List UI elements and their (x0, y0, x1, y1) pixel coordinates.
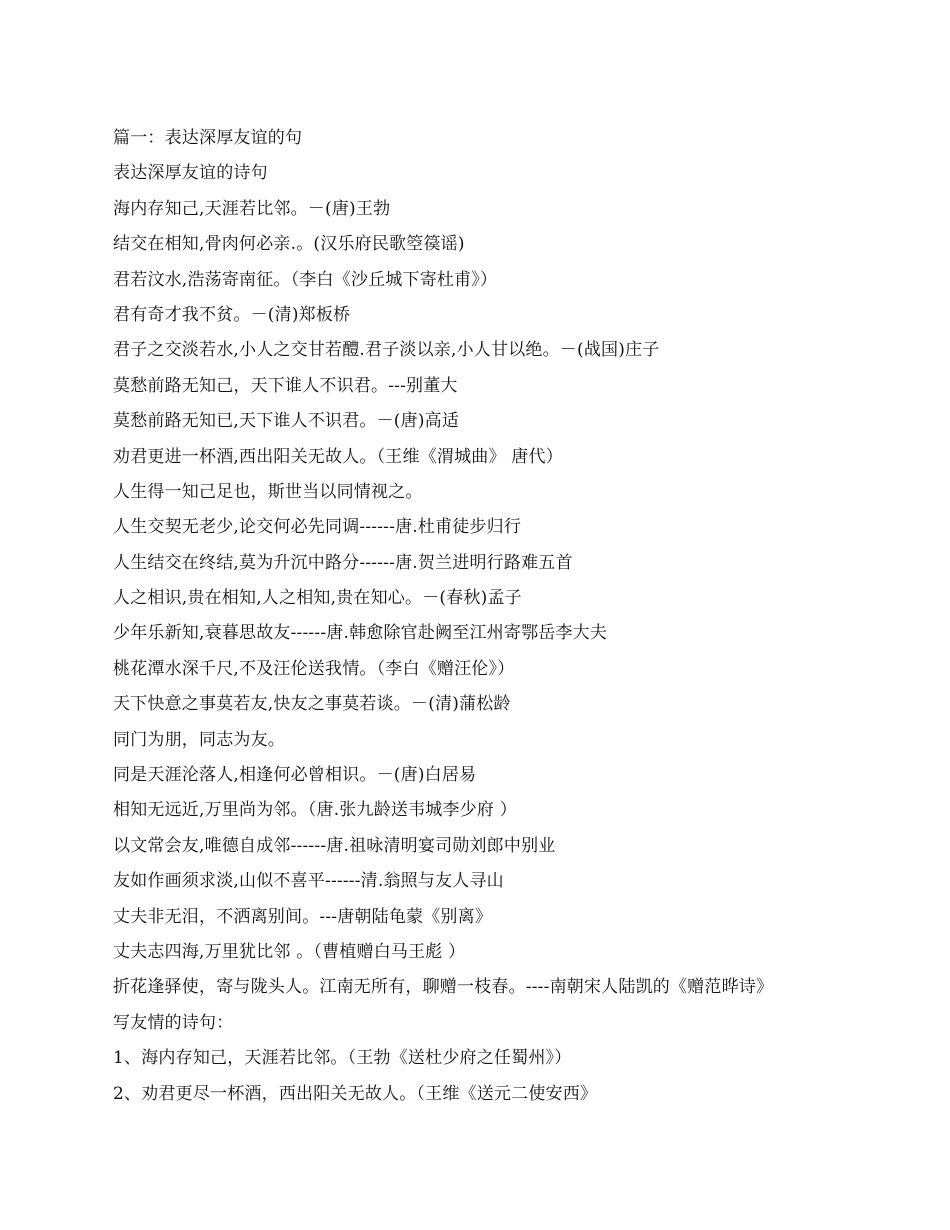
text-line: 人之相识,贵在相知,人之相知,贵在知心。－(春秋)孟子 (113, 588, 522, 609)
text-line: 同是天涯沦落人,相逢何必曾相识。－(唐)白居易 (113, 765, 477, 786)
text-line: 莫愁前路无知已,天下谁人不识君。－(唐)高适 (113, 411, 460, 432)
text-line: 君若汶水,浩荡寄南征。（李白《沙丘城下寄杜甫》） (113, 269, 498, 290)
subheading-line: 表达深厚友谊的诗句 (113, 163, 268, 184)
text-line: 折花逢驿使，寄与陇头人。江南无所有，聊赠一枝春。----南朝宋人陆凯的《赠范晔诗》 (113, 977, 774, 998)
text-line: 海内存知己,天涯若比邻。－(唐)王勃 (113, 198, 391, 219)
text-line: 君有奇才我不贫。－(清)郑板桥 (113, 304, 351, 325)
text-line: 天下快意之事莫若友,快友之事莫若谈。－(清)蒲松龄 (113, 694, 511, 715)
text-line: 人生结交在终结,莫为升沉中路分------唐.贺兰进明行路难五首 (113, 552, 573, 573)
text-line: 劝君更进一杯酒,西出阳关无故人。（王维《渭城曲》 唐代） (113, 446, 563, 467)
text-line: 友如作画须求淡,山似不喜平------清.翁照与友人寻山 (113, 871, 504, 892)
heading-line: 篇一：表达深厚友谊的句 (113, 128, 303, 148)
list-item: 2、劝君更尽一杯酒，西出阳关无故人。（王维《送元二使安西》 (113, 1083, 598, 1104)
section-heading-line: 写友情的诗句： (113, 1012, 234, 1033)
text-line: 同门为朋，同志为友。 (113, 729, 285, 750)
text-line: 相知无远近,万里尚为邻。（唐.张九龄送韦城李少府 ） (113, 800, 517, 821)
text-line: 桃花潭水深千尺,不及汪伦送我情。（李白《赠汪伦》） (113, 658, 515, 679)
text-line: 少年乐新知,衰暮思故友------唐.韩愈除官赴阙至江州寄鄂岳李大夫 (113, 623, 608, 644)
list-item: 1、海内存知己，天涯若比邻。（王勃《送杜少府之任蜀州》） (113, 1048, 572, 1069)
text-line: 以文常会友,唯德自成邻------唐.祖咏清明宴司勋刘郎中别业 (113, 835, 556, 856)
text-line: 人生得一知己足也，斯世当以同情视之。 (113, 481, 423, 502)
text-line: 结交在相知,骨肉何必亲.。(汉乐府民歌箜篌谣) (113, 234, 465, 255)
document-body (113, 121, 913, 1112)
text-line: 丈夫志四海,万里犹比邻 。（曹植赠白马王彪 ） (113, 941, 466, 962)
text-line: 莫愁前路无知己，天下谁人不识君。---别董大 (113, 375, 458, 396)
text-line: 君子之交淡若水,小人之交甘若醴.君子淡以亲,小人甘以绝。－(战国)庄子 (113, 340, 660, 361)
text-line: 丈夫非无泪，不洒离别间。---唐朝陆龟蒙《别离》 (113, 906, 493, 927)
text-line: 人生交契无老少,论交何必先同调------唐.杜甫徒步归行 (113, 517, 522, 538)
